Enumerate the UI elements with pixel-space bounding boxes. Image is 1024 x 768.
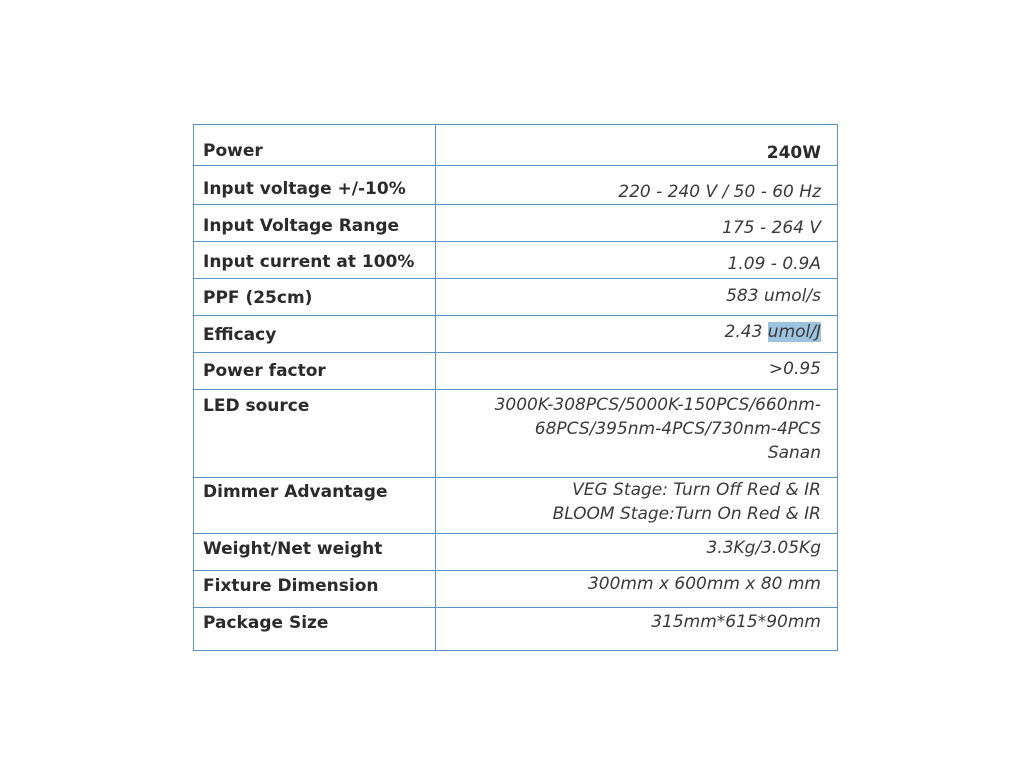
spec-label <box>194 242 436 279</box>
spec-row-fixture-dimension <box>194 571 838 608</box>
spec-table <box>193 124 838 651</box>
spec-value-text: >0.95 <box>768 359 821 379</box>
spec-label <box>194 571 436 608</box>
spec-value-text: 583 umol/s <box>726 286 821 306</box>
spec-label-text: Input Voltage Range <box>203 216 400 236</box>
spec-value-text: VEG Stage: Turn Off Red & IR <box>572 480 821 500</box>
spec-value-text: 315mm*615*90mm <box>651 612 821 632</box>
spec-label-text: PPF (25cm) <box>203 288 313 308</box>
spec-value-text: 1.09 - 0.9A <box>727 254 821 274</box>
spec-label-text: Efficacy <box>203 325 277 345</box>
spec-label <box>194 205 436 242</box>
spec-value <box>436 390 838 478</box>
spec-value <box>436 279 838 316</box>
spec-value-text <box>444 320 821 344</box>
spec-label <box>194 316 436 353</box>
spec-row-led-source <box>194 390 838 478</box>
spec-label <box>194 125 436 166</box>
spec-value-text: 175 - 264 V <box>722 218 821 238</box>
spec-value-text: 68PCS/395nm-4PCS/730nm-4PCS <box>534 419 821 439</box>
spec-row-input-voltage-range <box>194 205 838 242</box>
spec-value-text: 3000K-308PCS/5000K-150PCS/660nm- <box>494 395 821 415</box>
spec-row-efficacy <box>194 316 838 353</box>
spec-row-power <box>194 125 838 166</box>
selected-text-highlight[interactable]: umol/J <box>767 322 821 342</box>
spec-value-text: 220 - 240 V / 50 - 60 Hz <box>618 182 821 202</box>
spec-row-package-size <box>194 608 838 651</box>
spec-row-input-voltage <box>194 166 838 205</box>
spec-label-text: LED source <box>203 396 310 416</box>
spec-label-text: Power factor <box>203 361 326 381</box>
spec-value <box>436 205 838 242</box>
spec-row-ppf <box>194 279 838 316</box>
spec-row-dimmer <box>194 478 838 534</box>
spec-label <box>194 390 436 478</box>
spec-label-text: Input voltage +/-10% <box>203 179 406 199</box>
spec-value <box>436 571 838 608</box>
spec-label <box>194 166 436 205</box>
spec-value <box>436 478 838 534</box>
spec-row-power-factor <box>194 353 838 390</box>
spec-value-text: 3.3Kg/3.05Kg <box>706 538 821 558</box>
spec-label-text: Input current at 100% <box>203 252 415 272</box>
spec-label-text: Power <box>203 141 263 161</box>
spec-value <box>436 166 838 205</box>
spec-value <box>436 608 838 651</box>
spec-row-input-current <box>194 242 838 279</box>
spec-label <box>194 353 436 390</box>
spec-value <box>436 534 838 571</box>
spec-label <box>194 534 436 571</box>
spec-value <box>436 125 838 166</box>
efficacy-number: 2.43 <box>724 322 768 342</box>
spec-label-text: Weight/Net weight <box>203 539 383 559</box>
spec-label-text: Dimmer Advantage <box>203 482 388 502</box>
spec-value <box>436 242 838 279</box>
spec-value-text: Sanan <box>767 443 821 463</box>
spec-label <box>194 478 436 534</box>
spec-row-weight <box>194 534 838 571</box>
spec-label <box>194 279 436 316</box>
spec-label-text: Package Size <box>203 613 329 633</box>
spec-label <box>194 608 436 651</box>
spec-value-text: 240W <box>766 143 821 163</box>
spec-value-text: 300mm x 600mm x 80 mm <box>587 574 821 594</box>
spec-value <box>436 353 838 390</box>
spec-value <box>436 316 838 353</box>
spec-value-text: BLOOM Stage:Turn On Red & IR <box>552 504 821 524</box>
spec-label-text: Fixture Dimension <box>203 576 379 596</box>
